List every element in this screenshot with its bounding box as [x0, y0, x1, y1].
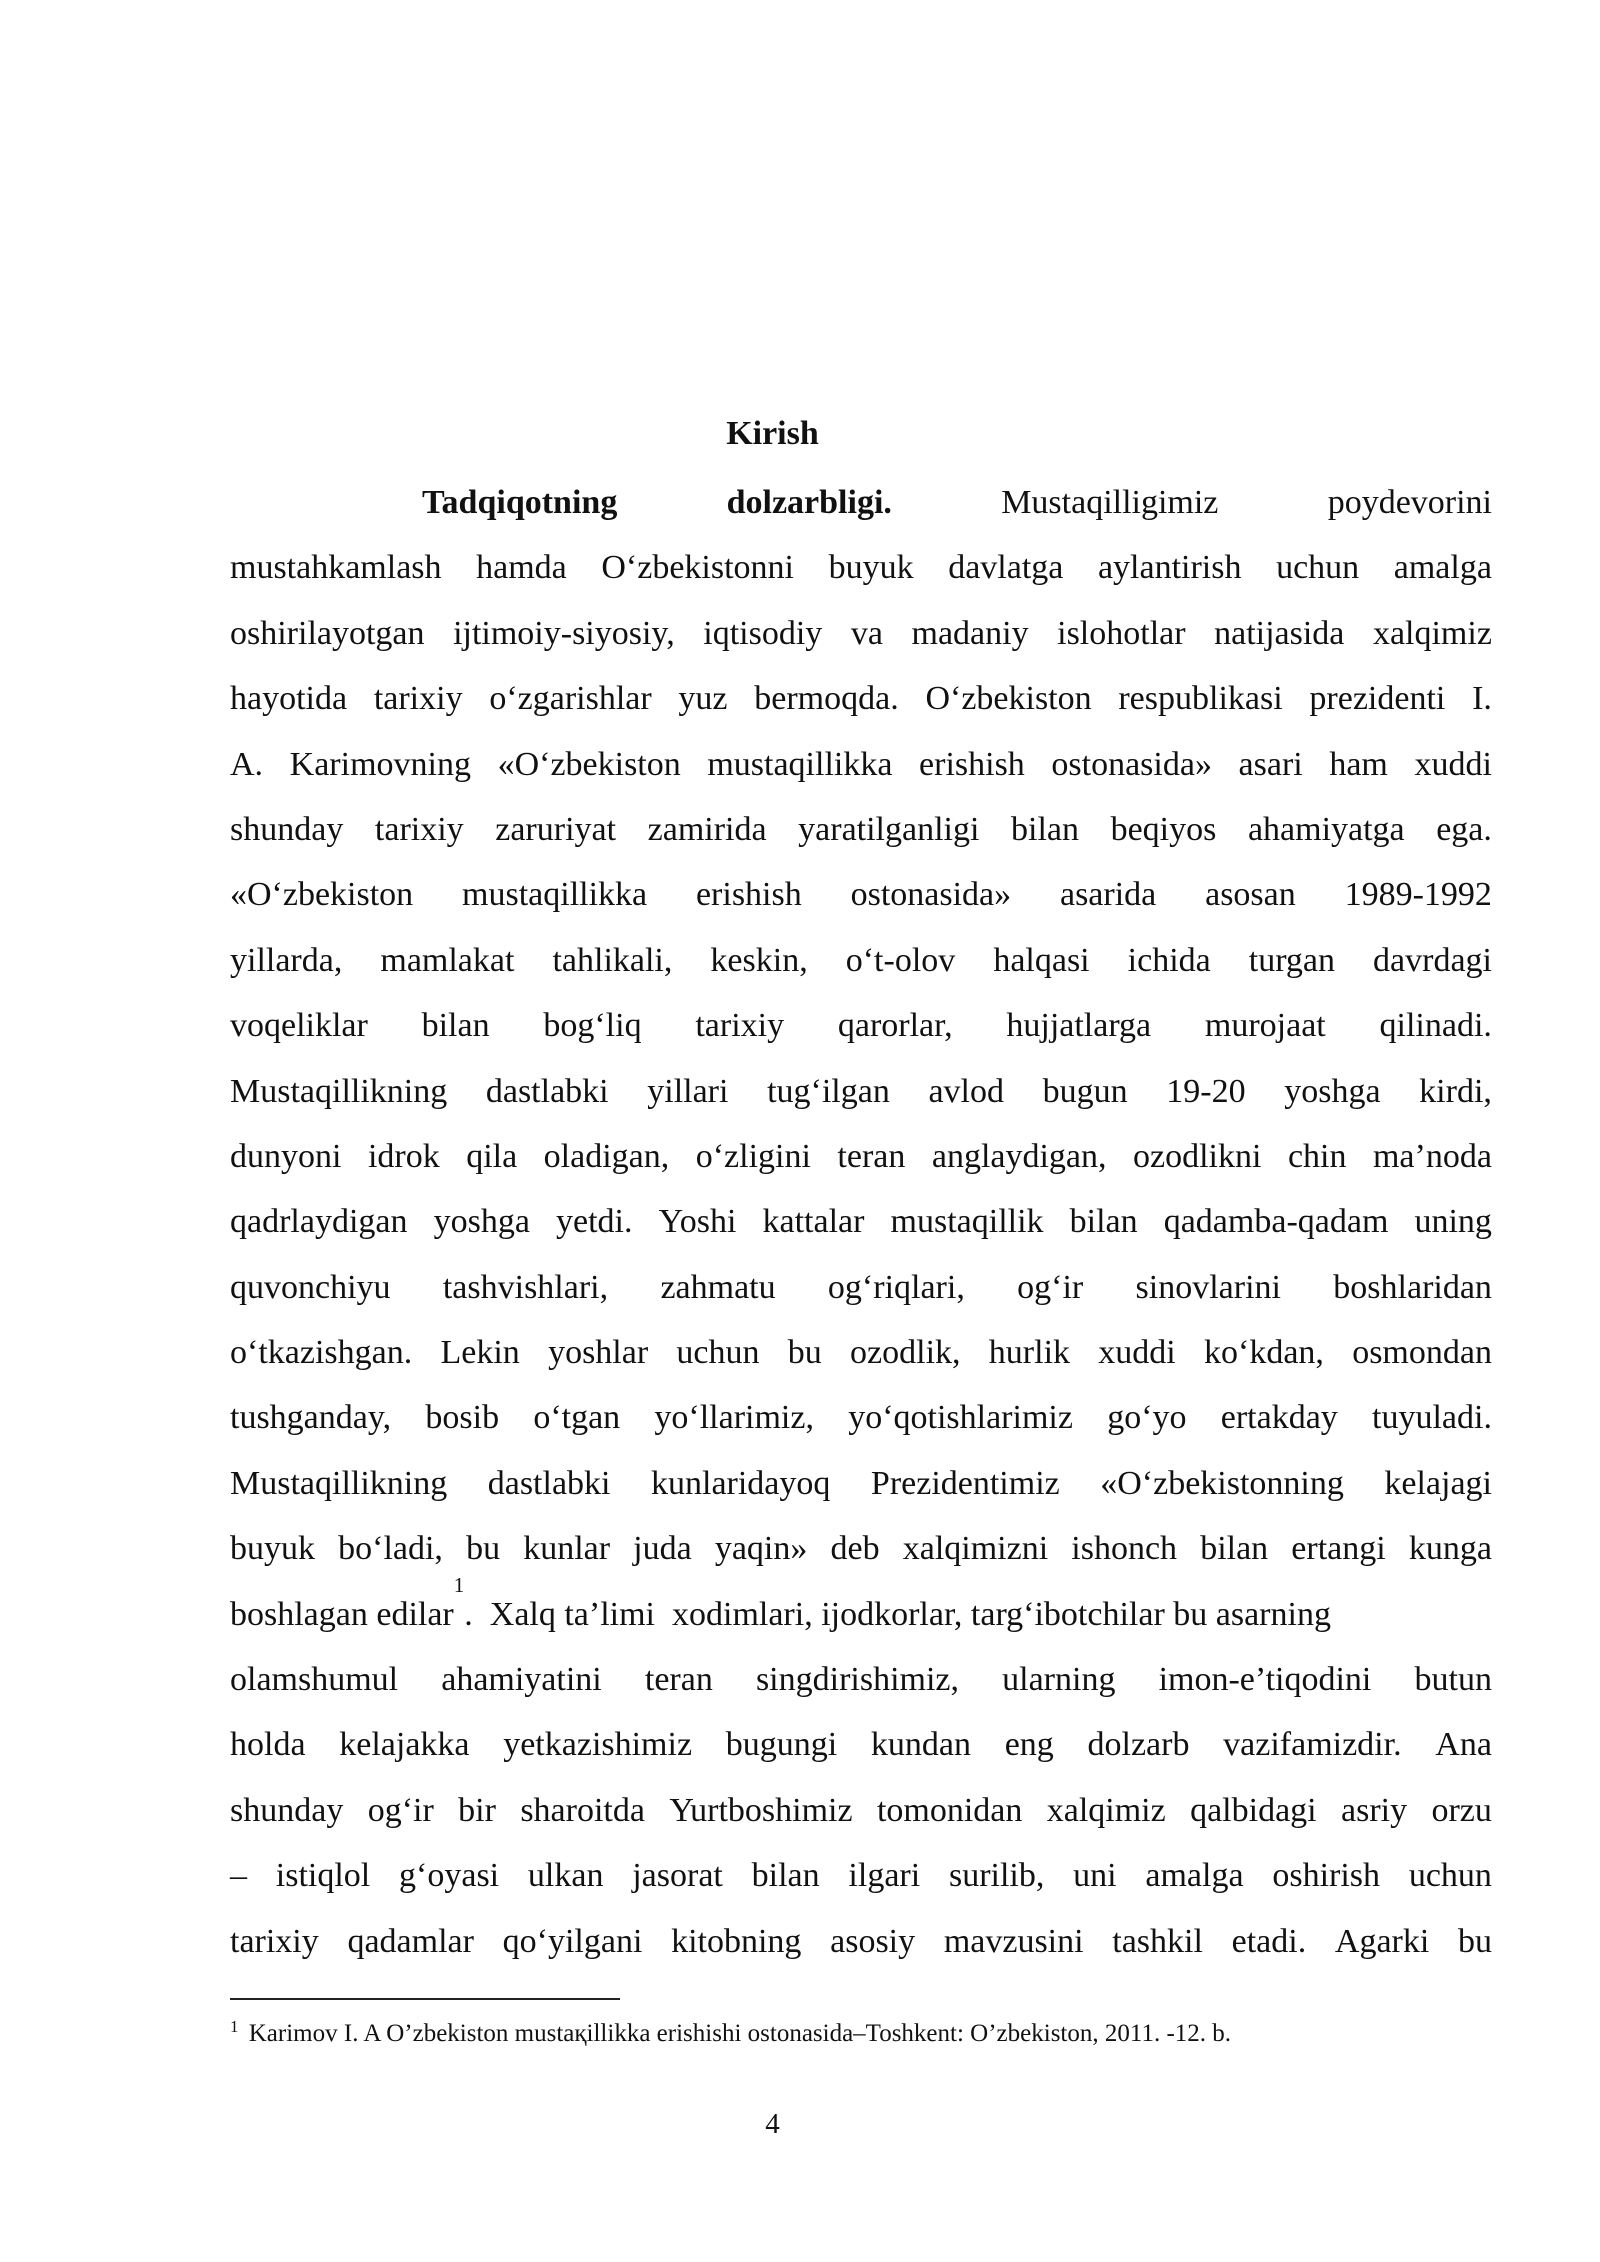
- word: asosan: [1205, 876, 1296, 914]
- word: mustaqillikka: [707, 745, 893, 783]
- word: osmondan: [1352, 1334, 1492, 1372]
- word: ularning: [1002, 1661, 1116, 1699]
- word: bosib: [425, 1399, 500, 1437]
- word: ertakday: [1220, 1399, 1338, 1437]
- word: shunday: [230, 1791, 344, 1829]
- word: davlatga: [948, 549, 1064, 587]
- word: deb: [830, 1530, 880, 1568]
- word: aylantirish: [1097, 549, 1242, 587]
- word: O‘zbekiston: [925, 680, 1092, 718]
- paragraph-line-after-1: [230, 1650, 1492, 1715]
- word: Ana: [1435, 1726, 1492, 1764]
- word: bir: [458, 1791, 496, 1829]
- word: yillari: [647, 1072, 729, 1110]
- word: halqasi: [993, 941, 1090, 979]
- word: ilgari: [848, 1857, 921, 1895]
- word: bu: [1458, 1922, 1492, 1960]
- word: ichida: [1127, 941, 1211, 979]
- word: tushganday,: [230, 1399, 392, 1437]
- word: mustaqillikka: [462, 876, 648, 914]
- paragraph-line-2: [230, 604, 1492, 669]
- word: ertangi: [1291, 1530, 1386, 1568]
- word: xalqimiz: [1372, 614, 1492, 652]
- word: yetkazishimiz: [503, 1726, 693, 1764]
- word: anglaydigan,: [931, 1137, 1107, 1175]
- word: qilinadi.: [1379, 1007, 1492, 1045]
- word: qadamba-qadam: [1163, 1203, 1389, 1241]
- paragraph-line-1: [230, 538, 1492, 603]
- word: zaruriyat: [495, 810, 617, 848]
- lead-word-2: dolzarbligi.: [726, 484, 892, 521]
- word: tomonidan: [876, 1791, 1023, 1829]
- word: tug‘ilgan: [767, 1072, 890, 1110]
- word: Lekin: [440, 1334, 520, 1372]
- word: bu: [787, 1334, 822, 1372]
- paragraph-line-11: [230, 1192, 1492, 1257]
- word: bu: [466, 1530, 501, 1568]
- word: surilib,: [948, 1857, 1045, 1895]
- word: teran: [644, 1661, 713, 1699]
- word: «O‘zbekiston: [497, 745, 681, 783]
- word: qo‘yilgani: [502, 1922, 643, 1960]
- lead-word-1: Tadqiqotning: [422, 484, 618, 521]
- word: o‘tgan: [533, 1399, 621, 1437]
- paragraph-line-15: [230, 1454, 1492, 1519]
- word: o‘t-olov: [845, 941, 956, 979]
- word: tarixiy: [374, 810, 464, 848]
- word: avlod: [928, 1072, 1005, 1110]
- word: yaratilganligi: [798, 810, 980, 848]
- word: ahamiyatini: [441, 1661, 602, 1699]
- paragraph-line-8: [230, 996, 1492, 1061]
- word: holda: [230, 1726, 306, 1764]
- word: kelajagi: [1384, 1464, 1492, 1502]
- word: asari: [1238, 745, 1303, 783]
- word: buyuk: [230, 1530, 315, 1568]
- word: A.: [230, 745, 264, 783]
- word: ishonch: [1071, 1530, 1178, 1568]
- word: qadrlaydigan: [230, 1203, 408, 1241]
- word: I.: [1472, 680, 1492, 718]
- paragraph-line-16: [230, 1519, 1492, 1584]
- word: kunlaridayoq: [651, 1464, 831, 1502]
- word: islohotlar: [1057, 614, 1186, 652]
- word: ostonasida»: [1051, 745, 1212, 783]
- word: –: [230, 1857, 247, 1895]
- paragraph-line-9: [230, 1062, 1492, 1127]
- intro-paragraph: [230, 473, 1492, 1977]
- word: idrok: [367, 1137, 440, 1175]
- word: shunday: [230, 810, 344, 848]
- word: vazifamizdir.: [1223, 1726, 1402, 1764]
- word: o‘tkazishgan.: [230, 1334, 413, 1372]
- word: Mustaqillikning: [230, 1464, 448, 1502]
- word: jasorat: [632, 1857, 723, 1895]
- word: qadamlar: [347, 1922, 474, 1960]
- word: ham: [1329, 745, 1388, 783]
- word: hurlik: [988, 1334, 1071, 1372]
- footnote-text: Karimov I. A O’zbekiston mustaқillikka erishishi ostonasida–Toshkent: O’zbekiston, 2011. -12. b.: [242, 2020, 1232, 2047]
- word: 1989-1992: [1344, 876, 1492, 914]
- word: zamirida: [647, 810, 767, 848]
- word: go‘yo: [1107, 1399, 1187, 1437]
- line1-word-2: poydevorini: [1327, 484, 1492, 521]
- word: asriy: [1341, 1791, 1408, 1829]
- word: ijtimoiy-siyosiy,: [453, 614, 675, 652]
- word: sinovlarini: [1135, 1268, 1281, 1306]
- word: bugungi: [725, 1726, 838, 1764]
- word: etadi.: [1231, 1922, 1307, 1960]
- word: Agarki: [1334, 1922, 1430, 1960]
- word: tarixiy: [373, 680, 463, 718]
- word: mustahkamlash: [230, 549, 442, 587]
- word: amalga: [1393, 549, 1492, 587]
- word: ko‘kdan,: [1204, 1334, 1324, 1372]
- word: yoshga: [1284, 1072, 1381, 1110]
- word: teran: [837, 1137, 906, 1175]
- paragraph-line-4: [230, 735, 1492, 800]
- word: xuddi: [1098, 1334, 1176, 1372]
- word: yoshga: [433, 1203, 530, 1241]
- word: ozodlik,: [850, 1334, 961, 1372]
- word: uchun: [1276, 549, 1360, 587]
- word: bilan: [751, 1857, 820, 1895]
- word: xalqimiz: [1046, 1791, 1166, 1829]
- word: bugun: [1042, 1072, 1128, 1110]
- paragraph-line-6: [230, 865, 1492, 930]
- word: tarixiy: [230, 1922, 319, 1960]
- word: ahamiyatga: [1247, 810, 1405, 848]
- word: dunyoni: [230, 1137, 342, 1175]
- word: kattalar: [762, 1203, 865, 1241]
- word: oshirilayotgan: [230, 614, 425, 652]
- word: kundan: [870, 1726, 971, 1764]
- word: qila: [466, 1137, 518, 1175]
- paragraph-line-after-5: [230, 1912, 1492, 1977]
- word: g‘oyasi: [399, 1857, 500, 1895]
- word: yaqin»: [714, 1530, 808, 1568]
- paragraph-line-after-2: [230, 1715, 1492, 1780]
- word: qalbidagi: [1190, 1791, 1317, 1829]
- word: «O‘zbekiston: [230, 876, 414, 914]
- word: bo‘ladi,: [338, 1530, 443, 1568]
- section-heading: Kirish: [726, 415, 819, 452]
- word: o‘zgarishlar: [489, 680, 652, 718]
- word: oladigan,: [543, 1137, 670, 1175]
- word: Yurtboshimiz: [669, 1791, 853, 1829]
- word: ulkan: [527, 1857, 604, 1895]
- paragraph-line-10: [230, 1127, 1492, 1192]
- word: iqtisodiy: [703, 614, 823, 652]
- footnote-separator: [230, 1998, 620, 2000]
- word: kirdi,: [1419, 1072, 1492, 1110]
- word: va: [850, 614, 883, 652]
- word: sharoitda: [520, 1791, 645, 1829]
- word: mustaqillik: [890, 1203, 1044, 1241]
- word: og‘ir: [367, 1791, 434, 1829]
- word: O‘zbekistonni: [601, 549, 794, 587]
- word: Mustaqillikning: [230, 1072, 448, 1110]
- word: imon-e’tiqodini: [1158, 1661, 1372, 1699]
- word: natijasida: [1214, 614, 1345, 652]
- paragraph-line-after-3: [230, 1781, 1492, 1846]
- word: butun: [1414, 1661, 1492, 1699]
- word: tarixiy: [695, 1007, 785, 1045]
- word: keskin,: [710, 941, 808, 979]
- word: istiqlol: [275, 1857, 371, 1895]
- paragraph-line-14: [230, 1388, 1492, 1453]
- paragraph-line-3: [230, 669, 1492, 734]
- word: bilan: [421, 1007, 490, 1045]
- word: erishish: [695, 876, 802, 914]
- word: beqiyos: [1110, 810, 1217, 848]
- word: mavzusini: [943, 1922, 1084, 1960]
- paragraph-line-after-4: [230, 1846, 1492, 1911]
- word: hamda: [476, 549, 567, 587]
- word: uni: [1073, 1857, 1117, 1895]
- word: «O‘zbekistonning: [1100, 1464, 1344, 1502]
- paragraph-line-13: [230, 1323, 1492, 1388]
- word: quvonchiyu: [230, 1268, 391, 1306]
- word: uchun: [676, 1334, 760, 1372]
- footnote-number: 1: [230, 2016, 239, 2036]
- word: dastlabki: [487, 1464, 611, 1502]
- word: mamlakat: [380, 941, 515, 979]
- word: dastlabki: [485, 1072, 609, 1110]
- word: yo‘qotishlarimiz: [848, 1399, 1073, 1437]
- word: bilan: [1069, 1203, 1138, 1241]
- paragraph-line-ref: [230, 1572, 1492, 1650]
- word: tashkil: [1112, 1922, 1203, 1960]
- ref-line-text-before: boshlagan edilar: [230, 1595, 454, 1633]
- word: turgan: [1248, 941, 1336, 979]
- word: orzu: [1431, 1791, 1492, 1829]
- word: kunga: [1408, 1530, 1492, 1568]
- word: voqeliklar: [230, 1007, 368, 1045]
- word: respublikasi: [1118, 680, 1283, 718]
- word: uning: [1414, 1203, 1492, 1241]
- word: davrdagi: [1373, 941, 1492, 979]
- paragraph-line-5: [230, 800, 1492, 865]
- word: singdirishimiz,: [755, 1661, 960, 1699]
- word: bilan: [1011, 810, 1079, 848]
- word: asosiy: [830, 1922, 916, 1960]
- word: prezidenti: [1309, 680, 1446, 718]
- word: qarorlar,: [837, 1007, 953, 1045]
- word: asarida: [1059, 876, 1157, 914]
- word: oshirish: [1272, 1857, 1381, 1895]
- word: bermoqda.: [754, 680, 899, 718]
- word: yillarda,: [230, 941, 343, 979]
- word: eng: [1004, 1726, 1054, 1764]
- word: zahmatu: [660, 1268, 776, 1306]
- paragraph-line-1: [230, 473, 1492, 538]
- word: kelajakka: [339, 1726, 470, 1764]
- word: madaniy: [911, 614, 1029, 652]
- word: yetdi.: [556, 1203, 633, 1241]
- word: xalqimizni: [902, 1530, 1049, 1568]
- word: kunlar: [523, 1530, 611, 1568]
- word: og‘riqlari,: [827, 1268, 965, 1306]
- word: hayotida: [230, 680, 348, 718]
- word: hujjatlarga: [1006, 1007, 1152, 1045]
- word: yuz: [678, 680, 728, 718]
- word: Karimovning: [289, 745, 471, 783]
- word: amalga: [1145, 1857, 1244, 1895]
- word: ega.: [1436, 810, 1492, 848]
- word: buyuk: [828, 549, 914, 587]
- word: bog‘liq: [543, 1007, 642, 1045]
- paragraph-line-12: [230, 1258, 1492, 1323]
- word: xuddi: [1414, 745, 1492, 783]
- word: Prezidentimiz: [870, 1464, 1060, 1502]
- word: Yoshi: [658, 1203, 737, 1241]
- word: tahlikali,: [552, 941, 673, 979]
- word: og‘ir: [1017, 1268, 1084, 1306]
- word: bilan: [1200, 1530, 1269, 1568]
- word: murojaat: [1204, 1007, 1326, 1045]
- word: ostonasida»: [850, 876, 1012, 914]
- word: chin: [1287, 1137, 1347, 1175]
- paragraph-line-7: [230, 931, 1492, 996]
- word: uchun: [1408, 1857, 1492, 1895]
- word: erishish: [919, 745, 1025, 783]
- footnote-reference-mark[interactable]: 1: [453, 1572, 465, 1597]
- word: yo‘llarimiz,: [654, 1399, 814, 1437]
- word: kitobning: [671, 1922, 802, 1960]
- word: olamshumul: [230, 1661, 399, 1699]
- word: o‘zligini: [695, 1137, 811, 1175]
- word: juda: [633, 1530, 692, 1568]
- ref-line-text-after: . Xalq ta’limi xodimlari, ijodkorlar, targ‘ibotchilar bu asarning: [464, 1595, 1331, 1633]
- page-number: 4: [765, 2108, 780, 2140]
- word: ma’noda: [1372, 1137, 1492, 1175]
- word: yoshlar: [548, 1334, 649, 1372]
- word: tashvishlari,: [442, 1268, 609, 1306]
- word: boshlaridan: [1333, 1268, 1492, 1306]
- line1-word-1: Mustaqilligimiz: [1001, 484, 1219, 521]
- footnote: [230, 2016, 1231, 2052]
- word: ozodlikni: [1133, 1137, 1262, 1175]
- word: dolzarb: [1087, 1726, 1190, 1764]
- word: tuyuladi.: [1372, 1399, 1492, 1437]
- word: 19-20: [1166, 1072, 1246, 1110]
